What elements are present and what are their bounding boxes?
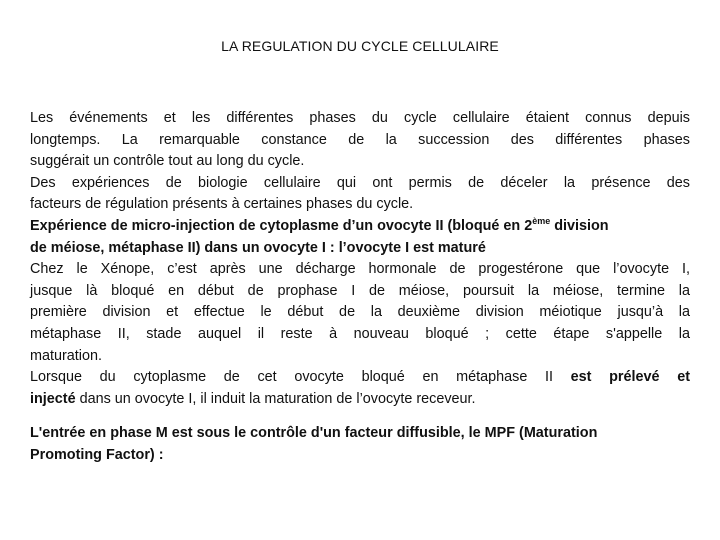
experiment-heading-end: division xyxy=(550,217,609,234)
mpf-statement-line-1: L'entrée en phase M est sous le contrôle d'un facteur diffusible, le MPF (Maturation xyxy=(30,425,598,442)
paragraph-injection-line-1 xyxy=(30,367,690,389)
experiment-heading-line-1 xyxy=(30,216,690,238)
paragraph-experiments-line-1: Des expériences de biologie cellulaire qui ont permis de déceler la présence des xyxy=(30,174,690,191)
paragraph-intro-line-3: suggérait un contrôle tout au long du cycle. xyxy=(30,153,305,170)
document-body xyxy=(30,108,690,467)
paragraph-xenope-line-1: Chez le Xénope, c’est après une décharge hormonale de progestérone que l’ovocyte I, xyxy=(30,261,690,278)
injection-text-bold-2: injecté xyxy=(30,390,76,407)
paragraph-xenope-line-3: première division et effectue le début de la deuxième division méiotique jusqu’à la xyxy=(30,304,690,321)
injection-text-normal: Lorsque du cytoplasme de cet ovocyte bloqué en métaphase II xyxy=(30,369,571,386)
experiment-heading-superscript: ème xyxy=(532,215,551,226)
mpf-statement-line-2: Promoting Factor) : xyxy=(30,446,164,463)
paragraph-xenope-line-2: jusque là bloqué en début de prophase I de méiose, poursuit la méiose, termine la xyxy=(30,282,690,299)
experiment-heading-line-2: de méiose, métaphase II) dans un ovocyte I : l’ovocyte I est maturé xyxy=(30,239,486,256)
paragraph-xenope-line-4: métaphase II, stade auquel il reste à nouveau bloqué ; cette étape s'appelle la xyxy=(30,325,690,342)
paragraph-intro-line-1: Les événements et les différentes phases du cycle cellulaire étaient connus depuis xyxy=(30,110,690,126)
experiment-heading-main: Expérience de micro-injection de cytoplasme d’un ovocyte II (bloqué en 2 xyxy=(30,217,533,234)
paragraph-xenope-line-5: maturation. xyxy=(30,347,102,364)
paragraph-injection-line-2 xyxy=(30,389,690,411)
injection-text-normal-2: dans un ovocyte I, il induit la maturation de l’ovocyte receveur. xyxy=(75,390,476,407)
injection-text-bold: est prélevé et xyxy=(570,369,690,386)
paragraph-experiments-line-2: facteurs de régulation présents à certaines phases du cycle. xyxy=(30,196,414,213)
paragraph-gap xyxy=(30,410,690,423)
document-title: LA REGULATION DU CYCLE CELLULAIRE xyxy=(221,38,499,54)
paragraph-intro-line-2: longtemps. La remarquable constance de la succession des différentes phases xyxy=(30,131,690,148)
